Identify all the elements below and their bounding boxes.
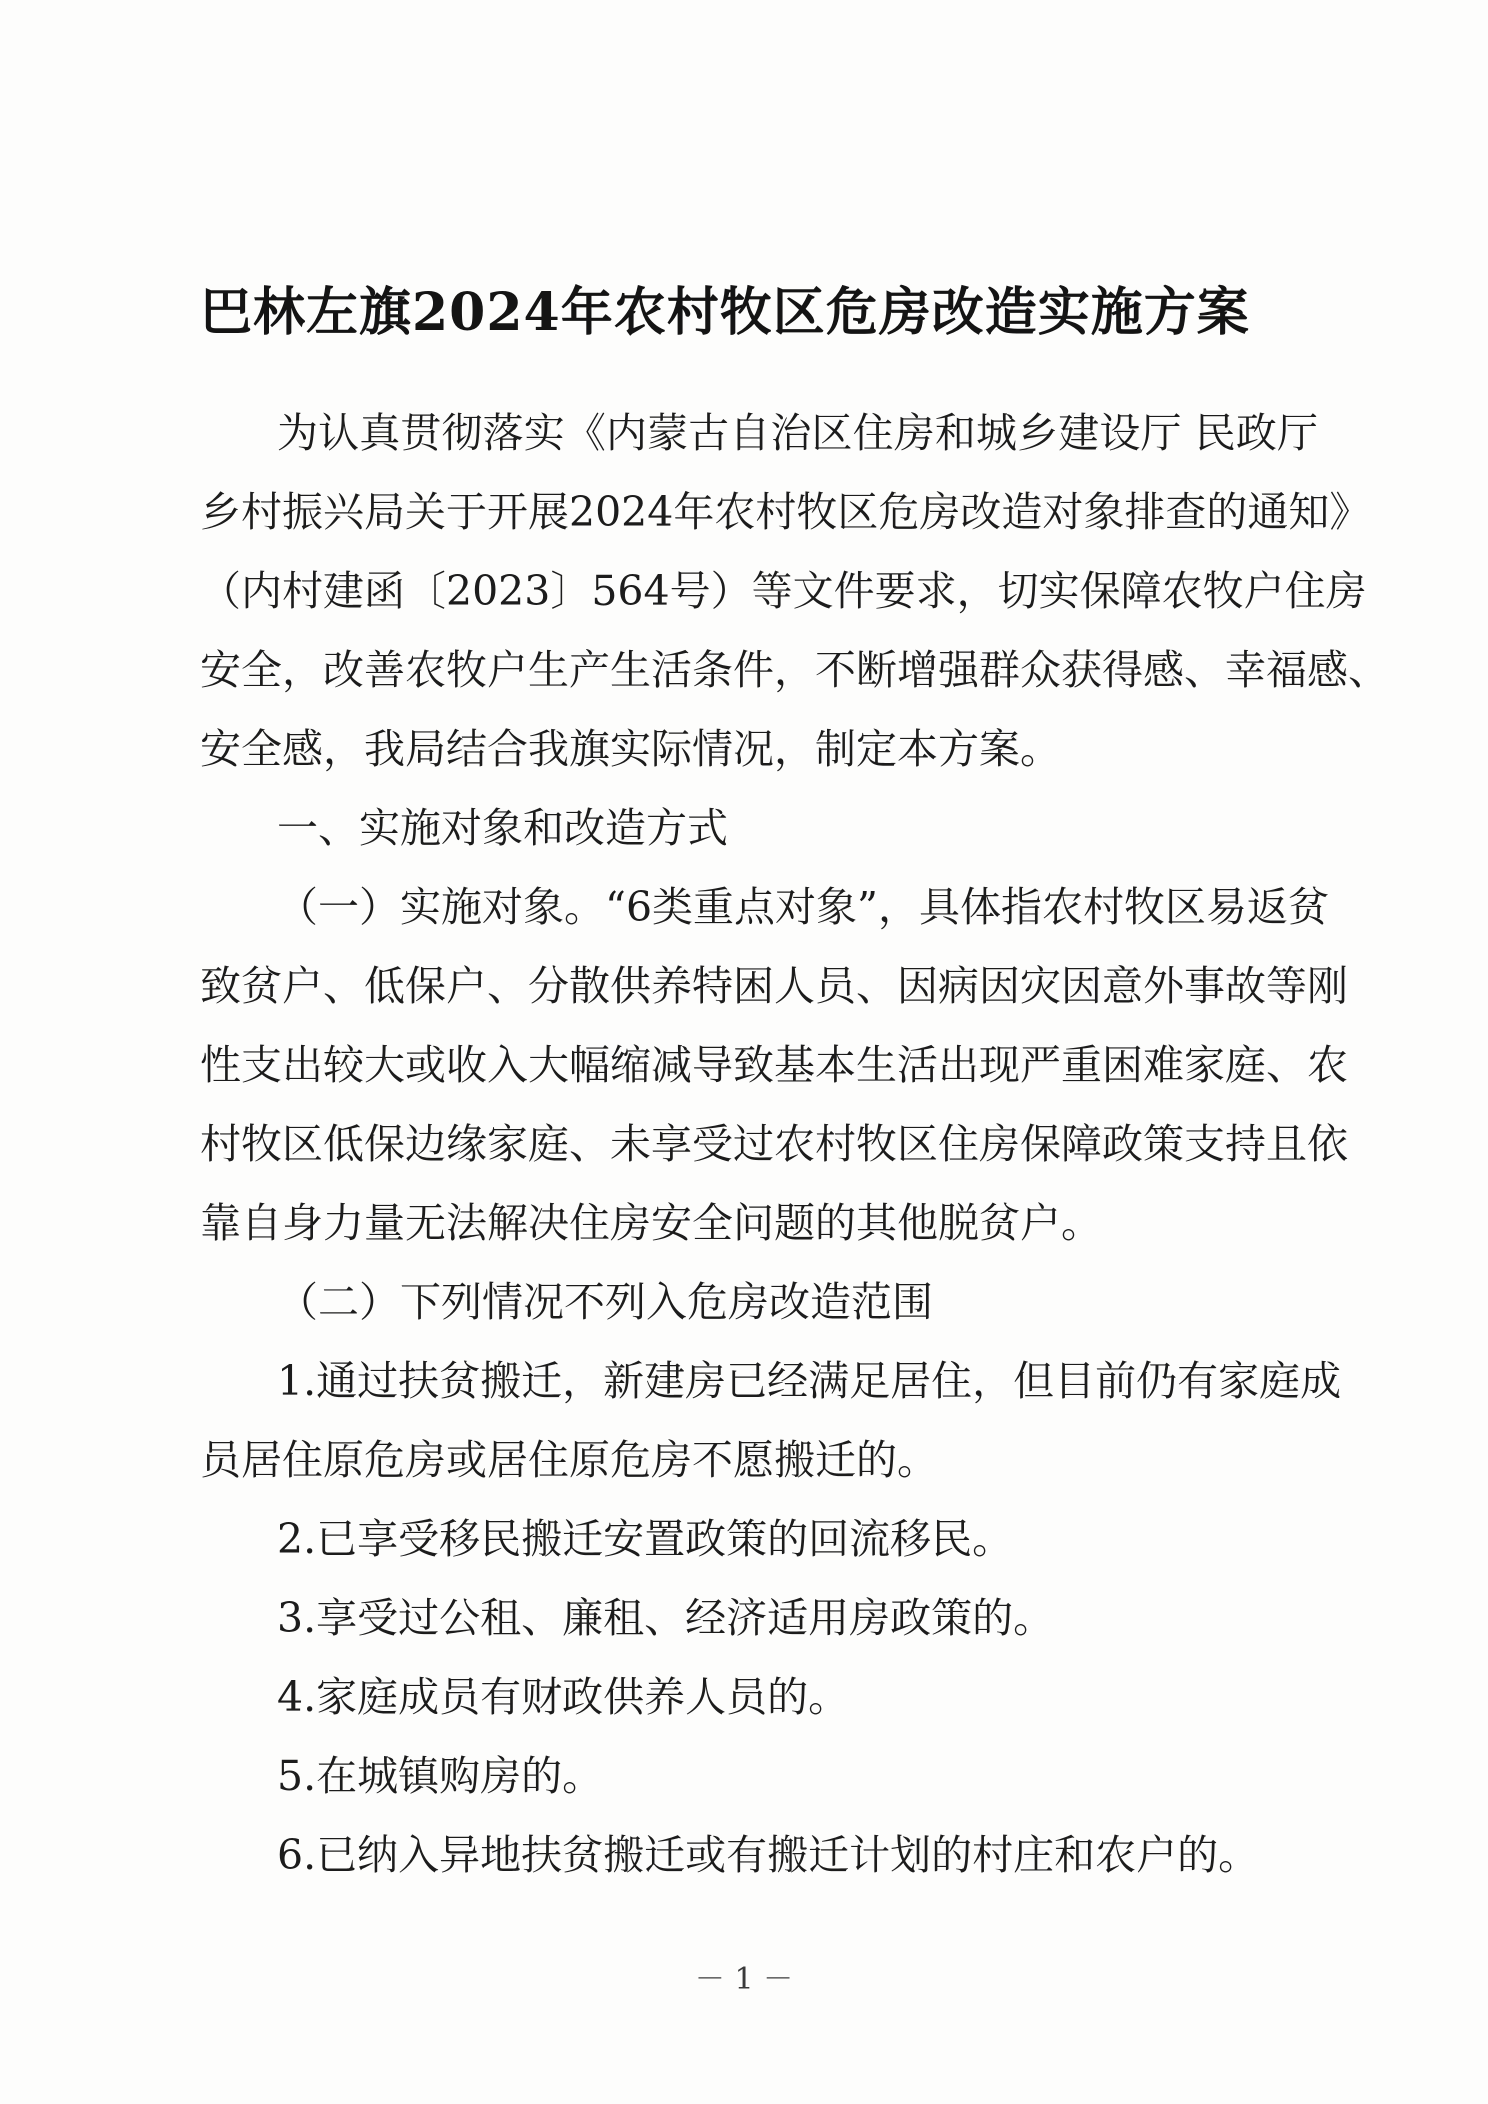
subsection-line: 村牧区低保边缘家庭、未享受过农村牧区住房保障政策支持且依 [200,1120,1348,1168]
subsection-line: 靠自身力量无法解决住房安全问题的其他脱贫户。 [200,1199,1102,1247]
subsection-line: （一）实施对象。“6类重点对象”，具体指农村牧区易返贫 [277,883,1330,931]
exclusion-item: 3.享受过公租、廉租、经济适用房政策的。 [277,1594,1055,1642]
intro-line: 安全感，我局结合我旗实际情况，制定本方案。 [200,725,1061,773]
exclusion-item: 员居住原危房或居住原危房不愿搬迁的。 [200,1436,938,1484]
intro-line: 安全，改善农牧户生产生活条件，不断增强群众获得感、幸福感、 [200,646,1389,694]
subsection-heading: （二）下列情况不列入危房改造范围 [277,1278,933,1326]
exclusion-item: 5.在城镇购房的。 [277,1752,604,1800]
page-number: － 1 － [694,1962,794,1997]
section-heading: 一、实施对象和改造方式 [277,804,728,852]
subsection-line: 性支出较大或收入大幅缩减导致基本生活出现严重困难家庭、农 [200,1041,1348,1089]
document-title: 巴林左旗2024年农村牧区危房改造实施方案 [200,282,1250,343]
intro-line: 为认真贯彻落实《内蒙古自治区住房和城乡建设厅 民政厅 [277,409,1318,457]
subsection-line: 致贫户、低保户、分散供养特困人员、因病因灾因意外事故等刚 [200,962,1348,1010]
exclusion-item: 2.已享受移民搬迁安置政策的回流移民。 [277,1515,1014,1563]
exclusion-item: 1.通过扶贫搬迁，新建房已经满足居住，但目前仍有家庭成 [277,1357,1342,1405]
exclusion-item: 4.家庭成员有财政供养人员的。 [277,1673,850,1721]
exclusion-item: 6.已纳入异地扶贫搬迁或有搬迁计划的村庄和农户的。 [277,1831,1260,1879]
intro-line: （内村建函〔2023〕564号）等文件要求，切实保障农牧户住房 [200,567,1367,615]
intro-line: 乡村振兴局关于开展2024年农村牧区危房改造对象排查的通知》 [200,488,1371,536]
